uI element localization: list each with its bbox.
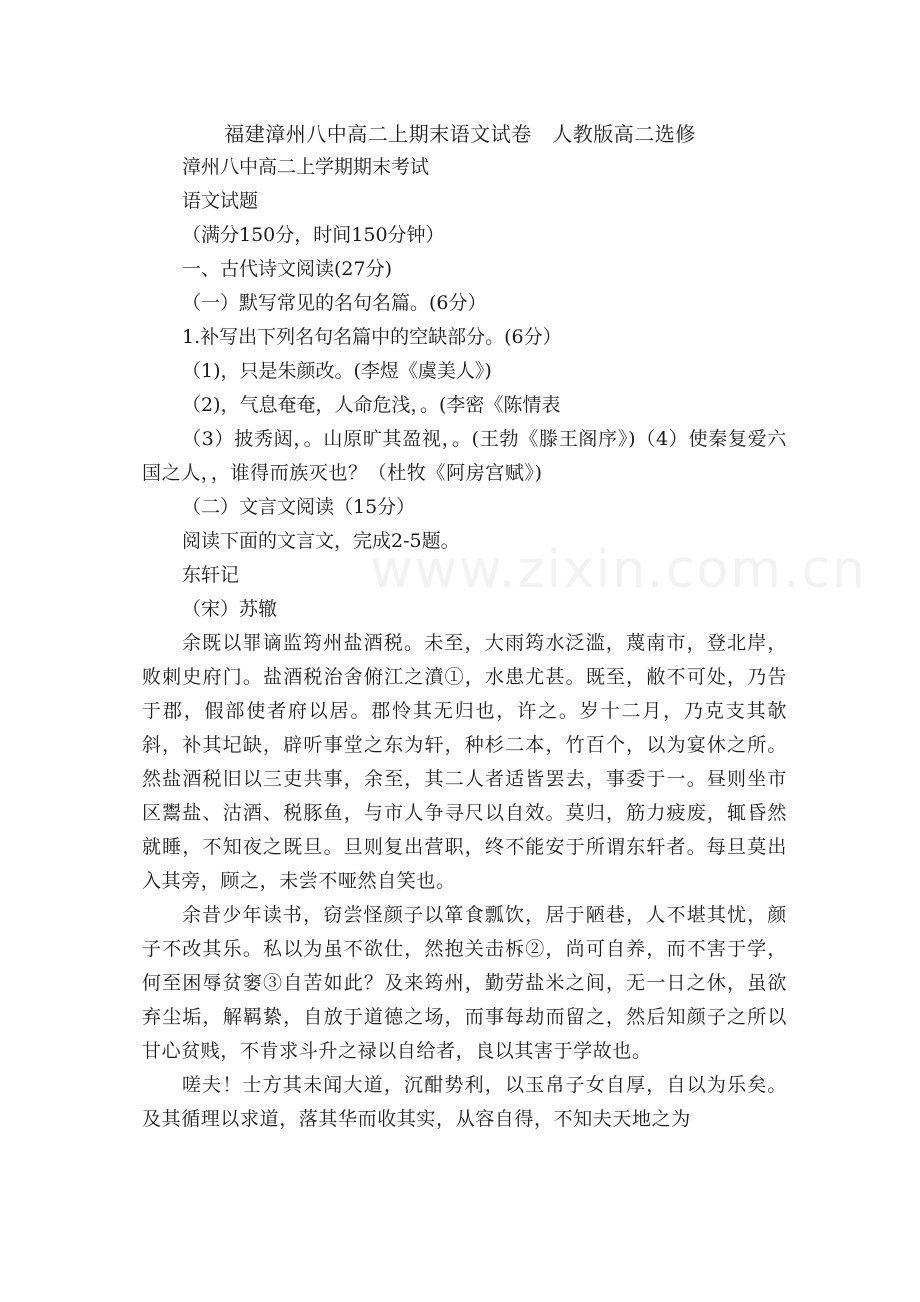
subject-line: 语文试题 xyxy=(182,190,259,212)
passage-paragraph: 嗟夫！士方其未闻大道，沉酣势利，以玉帛子女自厚，自以为乐矣。及其循理以求道，落其华而收其实，从容自得，不知夫天地之为 xyxy=(142,1074,787,1130)
passage-author: （宋）苏辙 xyxy=(182,598,278,620)
watermark: www.zixin.com.cn xyxy=(370,540,867,600)
question-1-items-3-4: （3）披秀闼，。山原旷其盈视，。(王勃《滕王阁序》)（4）使秦复爱六国之人，，谁得而族灭也？（杜牧《阿房宫赋》) xyxy=(142,428,787,484)
score-time-line: （满分150分，时间150分钟） xyxy=(182,224,445,246)
document-body xyxy=(142,150,787,1136)
subsection-heading-2: （二）文言文阅读（15分） xyxy=(182,496,416,518)
question-1: 1.补写出下列名句名篇中的空缺部分。(6分） xyxy=(182,326,562,348)
reading-instruction: 阅读下面的文言文，完成2-5题。 xyxy=(182,530,460,552)
passage-title: 东轩记 xyxy=(182,564,240,586)
passage-paragraph: 余昔少年读书，窃尝怪颜子以箪食瓢饮，居于陋巷，人不堪其忧，颜子不改其乐。私以为虽不欲仕，然抱关击柝②，尚可自养，而不害于学，何至困辱贫窭③自苦如此？及来筠州，勤劳盐米之间，无一日之休，虽欲弃尘垢，解羁絷，自放于道德之场，而事每劫而留之，然后知颜子之所以甘心贫贱，不肯求斗升之禄以自给者，良以其害于学故也。 xyxy=(142,904,787,1062)
school-exam-line: 漳州八中高二上学期期末考试 xyxy=(182,156,430,178)
subsection-heading: （一）默写常见的名句名篇。(6分） xyxy=(182,292,487,314)
document-title: 福建漳州八中高二上期末语文试卷 人教版高二选修 xyxy=(224,122,696,146)
passage-paragraph: 余既以罪谪监筠州盐酒税。未至，大雨筠水泛滥，蔑南市，登北岸，败刺史府门。盐酒税治舍俯江之濆①，水患尤甚。既至，敝不可处，乃告于郡，假部使者府以居。郡怜其无归也，许之。岁十二月，乃克支其欹斜，补其圮缺，辟听事堂之东为轩，种杉二本，竹百个，以为宴休之所。然盐酒税旧以三吏共事，余至，其二人者适皆罢去，事委于一。昼则坐市区鬻盐、沽酒、税豚鱼，与市人争寻尺以自效。莫归，筋力疲废，辄昏然就睡，不知夜之既旦。旦则复出营职，终不能安于所谓东轩者。每旦莫出入其旁，顾之，未尝不哑然自笑也。 xyxy=(142,632,787,892)
section-heading: 一、古代诗文阅读(27分) xyxy=(182,258,393,280)
question-1-item-1: （1)，只是朱颜改。(李煜《虞美人》) xyxy=(182,360,492,382)
question-1-item-2: （2)，气息奄奄，人命危浅，。(李密《陈情表 xyxy=(182,394,561,416)
